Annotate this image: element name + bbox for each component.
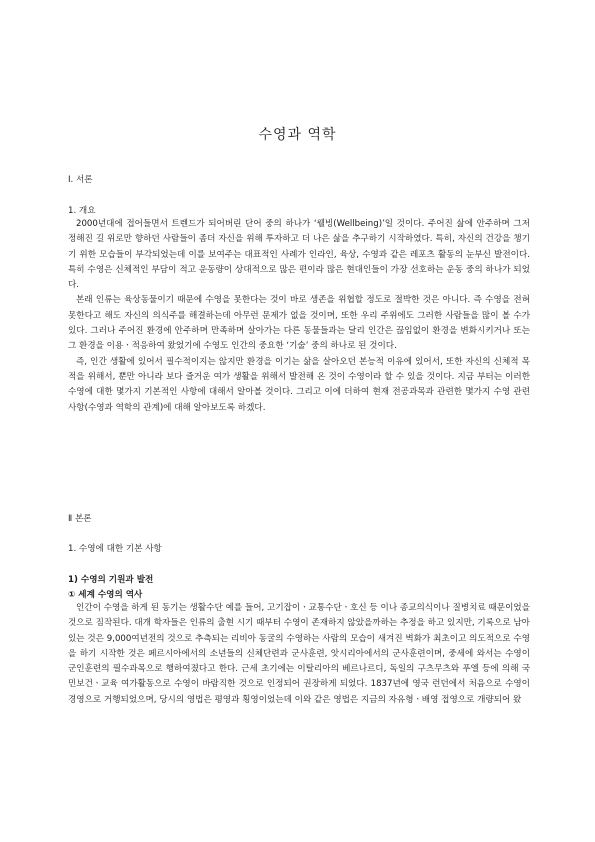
introduction-body [68,217,530,416]
intro-paragraph-1: 2000년대에 접어들면서 트렌드가 되어버린 단어 중의 하나가 ‘웰빙(Wellbeing)’일 것이다. 주어진 삶에 안주하며 그저 정해진 길 위로만 향하던 사람들이 좀더 자신을 위해 투자하고 더 나은 삶을 추구하기 시작하였다. 특히, 자신의 건강을 챙기기 위한 모습들이 부각되었는데 이를 보여주는 대표적인 사례가 인라인, 육상, 수영과 같은 레포츠 활동의 눈부신 발전이다. 특히 수영은 신체적인 부담이 적고 운동량이 상대적으로 많은 편이라 많은 현대인들이 가장 선호하는 운동 중의 하나가 되었다. [68,219,530,291]
subsection-heading-world-history: ① 세계 수영의 역사 [68,590,143,600]
subsection-heading-origin: 1) 수영의 기원과 발전 [68,575,154,585]
document-title: 수영과 역학 [258,127,337,143]
intro-paragraph-2: 본래 인류는 육상동물이기 때문에 수영을 못한다는 것이 바로 생존을 위협할 정도로 절박한 것은 아니다. 즉 수영을 전혀 못한다고 해도 자신의 의식주를 해결하는데 아무런 문제가 없을 것이며, 또한 우리 주위에도 그러한 사람들을 많이 볼 수가 있다. 그러나 주어진 환경에 안주하며 만족하며 살아가는 다른 동물들과는 달리 인간은 끊임없이 환경을 변화시키거나 또는 그 환경을 이용ㆍ적응하여 왔었기에 수영도 인간의 중요한 ‘기술’ 중의 하나로 된 것이다. [68,295,530,352]
section-heading-main-body: Ⅱ 본론 [68,514,92,524]
history-paragraph: 인간이 수영을 하게 된 동기는 생활수단 예를 들어, 고기잡이ㆍ교통수단ㆍ호신 등 이나 종교의식이나 질병치료 때문이었을 것으로 짐작된다. 대개 학자들은 인류의 출현 시기 때부터 수영이 존재하지 않았을까하는 추정을 하고 있지만, 기록으로 남아 있는 것은 9,000여년전의 것으로 추측되는 리비아 동굴의 수영하는 사람의 모습이 새겨진 벽화가 최초이고 의도적으로 수영을 하기 시작한 것은 페르시아에서의 소년들의 신체단련과 군사훈련, 앗시리아에서의 군사훈련이며, 중세에 와서는 수영이 군인훈련의 필수과목으로 행하여졌다고 한다. 근세 초기에는 이탈리아의 베르나르디, 독일의 구츠무츠와 푸엘 등에 의해 국민보건ㆍ교육 여가활동으로 수영이 바람직한 것으로 인정되어 권장하게 되었다. 1837년에 영국 런던에서 처음으로 수영이 경영으로 거행되었으며, 당시의 영법은 평영과 횡영이었는데 이와 같은 영법은 지금의 자유형ㆍ배영 접영으로 개량되어 왔 [68,603,530,705]
subsection-heading-overview: 1. 개요 [68,206,96,216]
section-heading-introduction: Ⅰ. 서론 [68,175,93,185]
subsection-heading-basics: 1. 수영에 대한 기본 사항 [68,544,162,554]
intro-paragraph-3: 즉, 인간 생활에 있어서 필수적이지는 않지만 환경을 이기는 삶을 살아오던 본능적 이유에 있어서, 또한 자신의 신체적 목적을 위해서, 뿐만 아니라 보다 즐거운 여가 생활을 위해서 발전해 온 것이 수영이라 할 수 있을 것이다. 지금 부터는 이러한 수영에 대한 몇가지 기본적인 사항에 대해서 알아볼 것이다. 그리고 이에 더하여 현재 전공과목과 관련한 몇가지 수영 관련 사항(수영과 역학의 관계)에 대해 알아보도록 하겠다. [68,356,530,413]
history-body [68,601,530,708]
